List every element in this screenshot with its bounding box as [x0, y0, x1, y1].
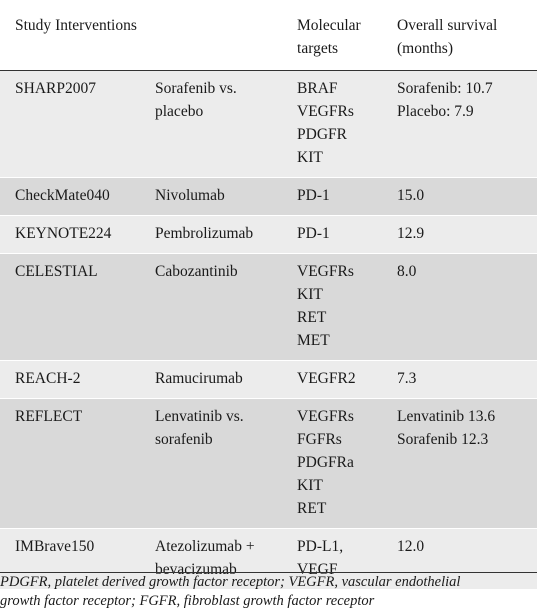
- header-study-interventions: [0, 0, 282, 71]
- cell-intervention: Lenvatinib vs. sorafenib: [140, 399, 282, 529]
- cell-targets: BRAF VEGFRs PDGFR KIT: [282, 71, 382, 178]
- header-overall-survival: Overall survival (months): [382, 0, 537, 71]
- table-footnote: [0, 572, 537, 611]
- cell-targets: PD-1: [282, 216, 382, 254]
- table-row: [0, 399, 537, 529]
- cell-survival: 15.0: [382, 178, 537, 216]
- cell-study: IMBrave150: [0, 529, 140, 590]
- table-row: [0, 178, 537, 216]
- cell-study: CheckMate040: [0, 178, 140, 216]
- table-header: [0, 0, 537, 71]
- cell-intervention: Sorafenib vs. placebo: [140, 71, 282, 178]
- cell-survival: 12.9: [382, 216, 537, 254]
- header-interventions: Interventions: [55, 17, 137, 34]
- cell-targets: PD-1: [282, 178, 382, 216]
- table-row: [0, 71, 537, 178]
- table-row: [0, 254, 537, 361]
- cell-targets: VEGFRs FGFRs PDGFRa KIT RET: [282, 399, 382, 529]
- cell-survival: 8.0: [382, 254, 537, 361]
- footnote-line-1: PDGFR, platelet derived growth factor receptor; VEGFR, vascular endothelial: [0, 574, 461, 590]
- cell-targets: VEGFR2: [282, 361, 382, 399]
- cell-intervention: Pembrolizumab: [140, 216, 282, 254]
- cell-intervention: Atezolizumab + bevacizumab: [140, 529, 282, 590]
- header-study: Study: [15, 17, 52, 34]
- cell-study: CELESTIAL: [0, 254, 140, 361]
- cell-intervention: Cabozantinib: [140, 254, 282, 361]
- cell-targets: VEGFRs KIT RET MET: [282, 254, 382, 361]
- table-row: [0, 216, 537, 254]
- cell-study: REACH-2: [0, 361, 140, 399]
- cell-targets: PD-L1, VEGF: [282, 529, 382, 590]
- footnote-line-2: growth factor receptor; FGFR, fibroblast growth factor receptor: [0, 593, 375, 609]
- header-row: [0, 0, 537, 71]
- cell-study: SHARP2007: [0, 71, 140, 178]
- cell-survival: Lenvatinib 13.6 Sorafenib 12.3: [382, 399, 537, 529]
- cell-survival: Sorafenib: 10.7 Placebo: 7.9: [382, 71, 537, 178]
- cell-study: REFLECT: [0, 399, 140, 529]
- cell-survival: 7.3: [382, 361, 537, 399]
- header-molecular-targets: Molecular targets: [282, 0, 382, 71]
- cell-intervention: Ramucirumab: [140, 361, 282, 399]
- table-row: [0, 361, 537, 399]
- table-body: [0, 71, 537, 590]
- cell-survival: 12.0: [382, 529, 537, 590]
- cell-study: KEYNOTE224: [0, 216, 140, 254]
- cell-intervention: Nivolumab: [140, 178, 282, 216]
